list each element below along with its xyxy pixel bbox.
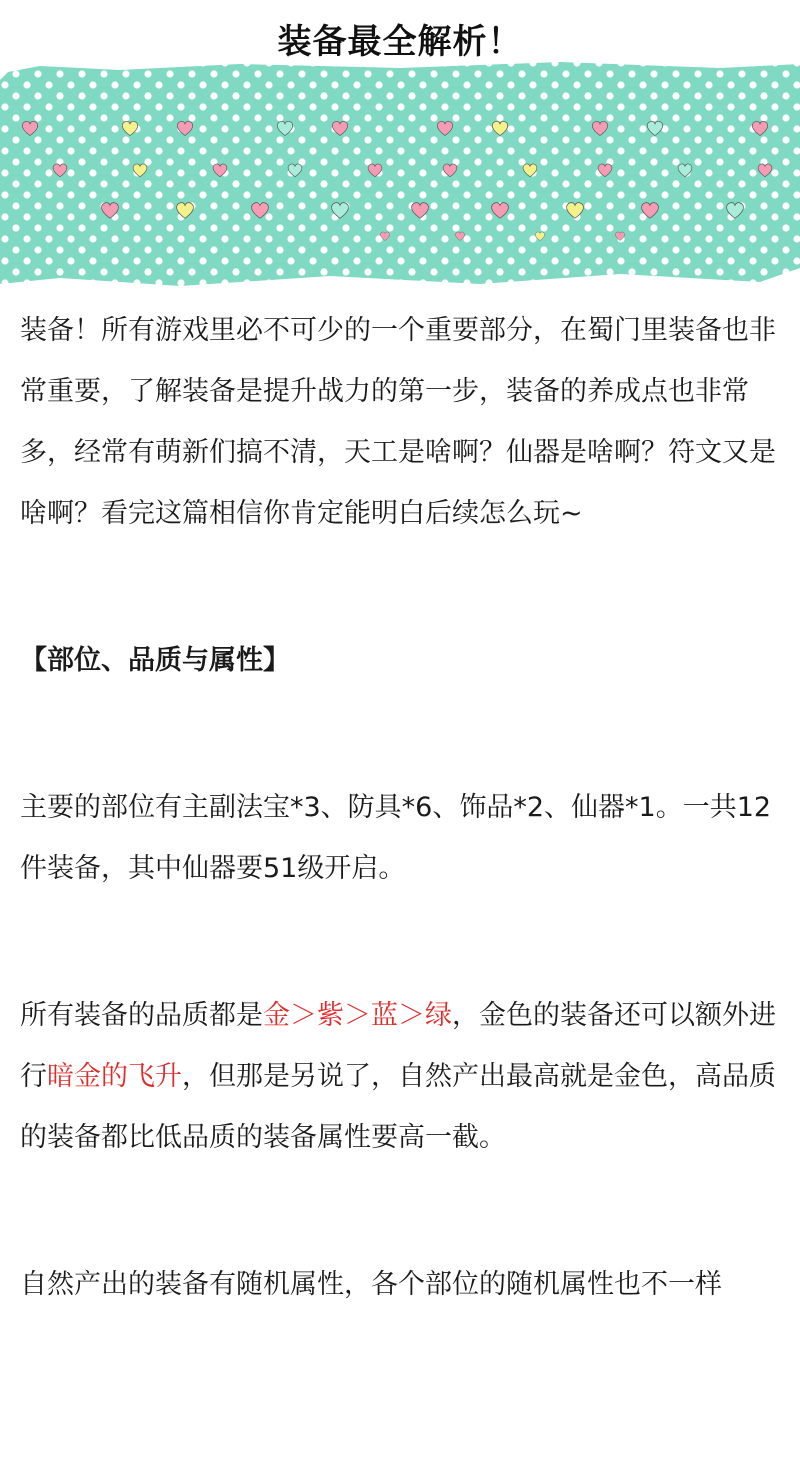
quality-paragraph: [20, 985, 788, 1168]
dark-gold-ascension-highlight: 暗金的飞升: [47, 1061, 182, 1092]
hearts-banner: [0, 58, 800, 290]
intro-paragraph: 装备！所有游戏里必不可少的一个重要部分，在蜀门里装备也非常重要，了解装备是提升战力的第一步，装备的养成点也非常多，经常有萌新们搞不清，天工是啥啊？仙器是啥啊？符文又是啥啊？看完这篇相信你肯定能明白后续怎么玩~: [20, 315, 776, 529]
quality-text-suffix: ，但那是另说了，自然产出最高就是金色，高品质的装备都比低品质的装备属性要高一截。: [20, 1061, 776, 1153]
quality-text-prefix: 所有装备的品质都是: [20, 1000, 263, 1031]
article-body: [20, 300, 788, 1315]
parts-paragraph: 主要的部位有主副法宝*3、防具*6、饰品*2、仙器*1。一共12件装备，其中仙器要51级开启。: [20, 792, 772, 884]
random-attributes-paragraph: 自然产出的装备有随机属性，各个部位的随机属性也不一样: [20, 1269, 722, 1300]
quality-order-highlight: 金＞紫＞蓝＞绿: [263, 1000, 452, 1031]
page-title: 装备最全解析！: [277, 22, 523, 62]
quality-text-mid: ，金色的装备还可以额外进行: [20, 1000, 776, 1092]
section-heading: 【部位、品质与属性】: [20, 645, 290, 676]
